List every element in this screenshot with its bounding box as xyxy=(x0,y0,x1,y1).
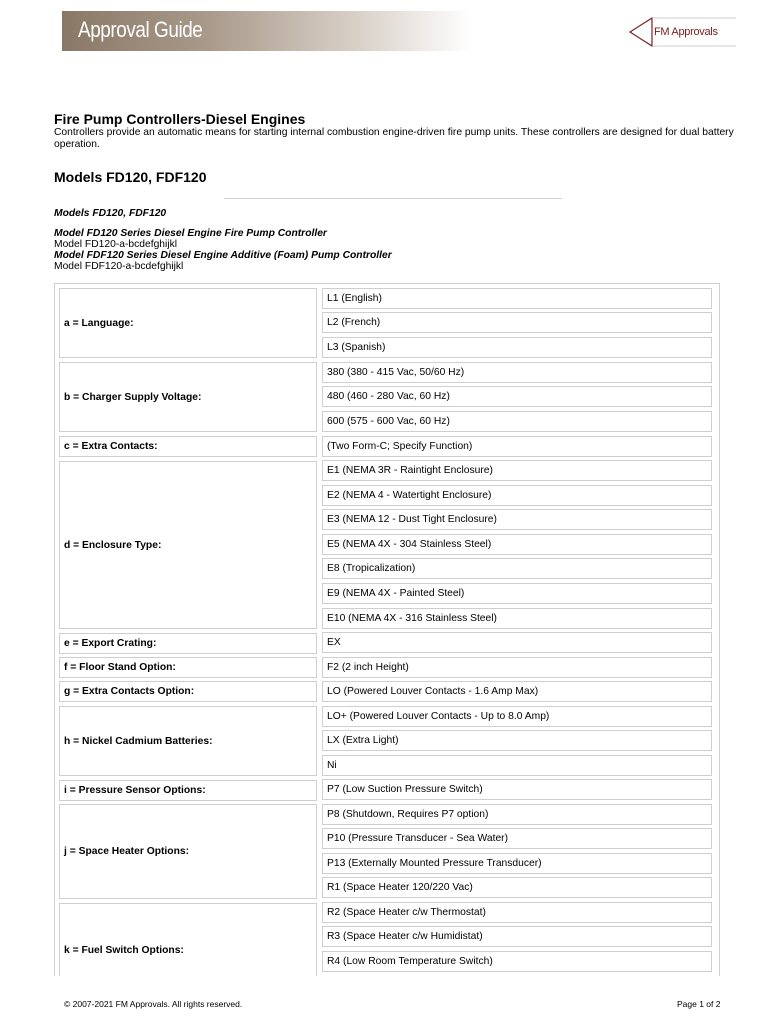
value-cell: E5 (NEMA 4X - 304 Stainless Steel) xyxy=(322,534,712,555)
value-cell: E10 (NEMA 4X - 316 Stainless Steel) xyxy=(322,608,712,629)
value-cell: L3 (Spanish) xyxy=(322,337,712,358)
value-cell: R1 (Space Heater 120/220 Vac) xyxy=(322,877,712,898)
value-cell: E3 (NEMA 12 - Dust Tight Enclosure) xyxy=(322,509,712,530)
value-cell: L2 (French) xyxy=(322,312,712,333)
fd120-series-title: Model FD120 Series Diesel Engine Fire Pump Controller xyxy=(54,228,327,239)
label-cell: c = Extra Contacts: xyxy=(59,436,317,457)
value-cell: P13 (Externally Mounted Pressure Transducer) xyxy=(322,853,712,874)
label-cell: a = Language: xyxy=(59,288,317,358)
label-cell: d = Enclosure Type: xyxy=(59,461,317,629)
value-cell: E8 (Tropicalization) xyxy=(322,558,712,579)
value-cell: R3 (Space Heater c/w Humidistat) xyxy=(322,926,712,947)
footer-page-number: Page 1 of 2 xyxy=(677,999,721,1009)
value-cell: 380 (380 - 415 Vac, 50/60 Hz) xyxy=(322,362,712,383)
value-cell: Ni xyxy=(322,755,712,776)
value-cell: 600 (575 - 600 Vac, 60 Hz) xyxy=(322,411,712,432)
value-cell: 480 (460 - 280 Vac, 60 Hz) xyxy=(322,386,712,407)
value-cell: EX xyxy=(322,632,712,653)
label-cell: j = Space Heater Options: xyxy=(59,804,317,899)
fd120-model-code: Model FD120-a-bcdefghijkl xyxy=(54,239,178,250)
label-cell: b = Charger Supply Voltage: xyxy=(59,362,317,432)
label-cell: h = Nickel Cadmium Batteries: xyxy=(59,706,317,776)
value-cell: F2 (2 inch Height) xyxy=(322,657,712,678)
value-cell: R2 (Space Heater c/w Thermostat) xyxy=(322,902,712,923)
models-subheading: Models FD120, FDF120 xyxy=(54,208,167,219)
label-cell: e = Export Crating: xyxy=(59,633,317,654)
footer-copyright: © 2007-2021 FM Approvals. All rights reserved. xyxy=(64,999,243,1009)
intro-text: Controllers provide an automatic means for starting internal combustion engine-driven fire pump units. These controllers are designed for dual battery operation. xyxy=(54,127,734,150)
value-cell: P7 (Low Suction Pressure Switch) xyxy=(322,779,712,800)
value-cell: P8 (Shutdown, Requires P7 option) xyxy=(322,804,712,825)
value-cell: LO (Powered Louver Contacts - 1.6 Amp Max) xyxy=(322,681,712,702)
value-cell: P10 (Pressure Transducer - Sea Water) xyxy=(322,828,712,849)
label-cell: k = Fuel Switch Options: xyxy=(59,903,317,976)
value-cell: L1 (English) xyxy=(322,288,712,309)
value-cell: E1 (NEMA 3R - Raintight Enclosure) xyxy=(322,460,712,481)
value-cell: E9 (NEMA 4X - Painted Steel) xyxy=(322,583,712,604)
label-cell: g = Extra Contacts Option: xyxy=(59,681,317,702)
fdf120-model-code: Model FDF120-a-bcdefghijkl xyxy=(54,261,184,272)
page-title: Fire Pump Controllers-Diesel Engines xyxy=(54,111,306,127)
value-cell: LX (Extra Light) xyxy=(322,730,712,751)
divider xyxy=(224,198,562,199)
value-cell: R4 (Low Room Temperature Switch) xyxy=(322,951,712,972)
value-cell: (Two Form-C; Specify Function) xyxy=(322,436,712,457)
label-cell: f = Floor Stand Option: xyxy=(59,657,317,678)
options-table xyxy=(54,283,720,976)
banner-title: Approval Guide xyxy=(78,17,203,42)
fdf120-series-title: Model FDF120 Series Diesel Engine Additive (Foam) Pump Controller xyxy=(54,250,392,261)
value-cell: E2 (NEMA 4 - Watertight Enclosure) xyxy=(322,485,712,506)
value-cell: LO+ (Powered Louver Contacts - Up to 8.0 Amp) xyxy=(322,706,712,727)
logo-text: FM Approvals xyxy=(654,26,718,38)
models-heading: Models FD120, FDF120 xyxy=(54,169,207,185)
label-cell: i = Pressure Sensor Options: xyxy=(59,780,317,801)
